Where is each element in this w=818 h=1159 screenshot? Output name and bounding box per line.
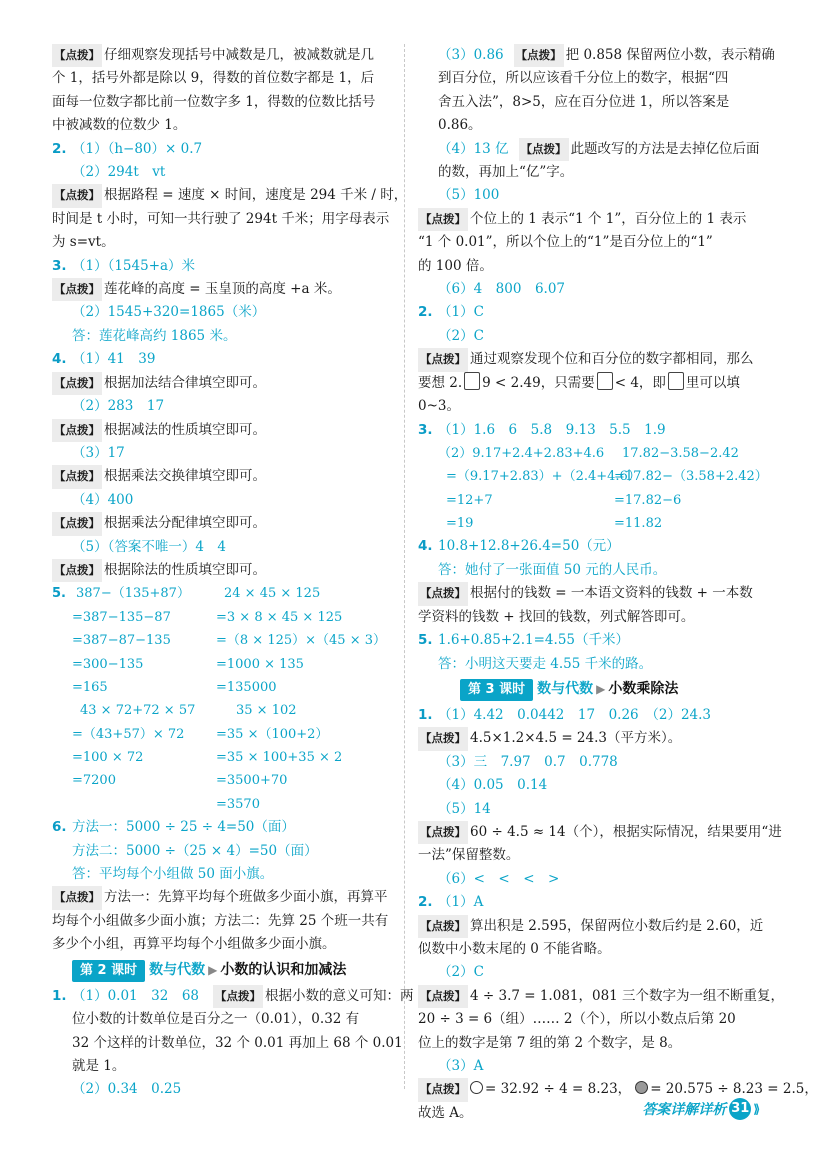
answer-text: （1）0.01 32 68 bbox=[72, 987, 200, 1004]
answer-text: （1）A bbox=[438, 894, 484, 911]
text-line: 舍五入法”，8>5，应在百分位进 1，所以答案是 bbox=[438, 93, 730, 110]
text-line bbox=[418, 44, 775, 67]
calc-step: 35 × 102 bbox=[236, 703, 297, 719]
text-line bbox=[418, 372, 756, 395]
circle-icon bbox=[470, 1081, 483, 1094]
hint-label: 【点拨】 bbox=[52, 465, 102, 488]
text-line bbox=[418, 821, 782, 844]
lesson-badge: 第 2 课时 bbox=[72, 960, 145, 982]
answer-text: （1）C bbox=[438, 304, 484, 321]
text-line: 到百分位，所以应该看千分位上的数字，根据“四 bbox=[438, 70, 729, 87]
hint-text: 仔细观察发现括号中减数是几，被减数就是几 bbox=[104, 47, 374, 63]
answer-text: （4）13 亿 bbox=[438, 140, 509, 157]
hint-label: 【点拨】 bbox=[418, 208, 468, 231]
calc-row bbox=[52, 723, 397, 746]
question-number: 1. bbox=[418, 706, 433, 723]
hint-label: 【点拨】 bbox=[519, 138, 569, 161]
text-line bbox=[418, 985, 785, 1008]
answer-text: 10.8+12.8+26.4=50（元） bbox=[438, 538, 620, 555]
answer-line: （2）1545+320=1865（米） bbox=[72, 304, 266, 321]
hint-text: 里可以填 bbox=[685, 374, 740, 391]
text-line: 个 1，括号外都是除以 9，得数的首位数字都是 1，后 bbox=[52, 70, 375, 87]
calc-row bbox=[418, 489, 756, 512]
calc-step: =135000 bbox=[216, 679, 277, 695]
text-line: 故选 A。 bbox=[418, 1104, 473, 1121]
calc-row bbox=[52, 793, 397, 816]
text-line: 的 100 倍。 bbox=[418, 257, 493, 274]
text-line bbox=[418, 915, 764, 938]
calc-step: =100 × 72 bbox=[72, 750, 144, 766]
answer-line: （6）4 800 6.07 bbox=[438, 281, 566, 298]
calc-row bbox=[52, 676, 397, 699]
hint-text: 方法一：先算平均每个班做多少面小旗，再算平 bbox=[104, 889, 388, 906]
text-line bbox=[418, 348, 756, 371]
hint-label: 【点拨】 bbox=[514, 44, 564, 67]
text-line bbox=[418, 208, 756, 231]
question-number: 2. bbox=[52, 140, 67, 157]
hint-label: 【点拨】 bbox=[52, 184, 102, 207]
hint-text: 根据付的钱数 = 一本语文资料的钱数 + 一本数 bbox=[470, 585, 753, 602]
text-line bbox=[52, 886, 397, 909]
answer-line: （5）100 bbox=[438, 187, 500, 204]
hint-text: 要想 2. bbox=[418, 374, 463, 391]
text-line bbox=[52, 512, 397, 535]
calc-step: =17.82−6 bbox=[614, 492, 682, 508]
text-line: 就是 1。 bbox=[72, 1057, 126, 1074]
answer-line: 答：莲花峰高约 1865 米。 bbox=[72, 327, 237, 344]
answer-line: （2）0.34 0.25 bbox=[72, 1081, 182, 1098]
answer-line: （5）（答案不唯一）4 4 bbox=[72, 538, 227, 555]
calc-step: =387−135−87 bbox=[72, 609, 171, 625]
calc-row bbox=[52, 582, 397, 605]
lesson-badge: 第 3 课时 bbox=[460, 679, 533, 701]
lesson-name: 小数乘除法 bbox=[608, 680, 679, 697]
lesson-heading bbox=[418, 678, 756, 702]
calc-step: 43 × 72+72 × 57 bbox=[80, 703, 196, 719]
hint-label: 【点拨】 bbox=[52, 559, 102, 582]
calc-row bbox=[418, 465, 768, 488]
hint-text: 60 ÷ 4.5 ≈ 14（个），根据实际情况，结果要用“进 bbox=[470, 823, 782, 840]
answer-line: 答：平均每个小组做 50 面小旗。 bbox=[72, 866, 274, 883]
calc-step: 17.82−3.58−2.42 bbox=[622, 445, 739, 461]
decorative-stripes-icon: ⟫ bbox=[753, 1102, 760, 1116]
answer-line bbox=[52, 816, 397, 839]
text-line: 的数，再加上“亿”字。 bbox=[438, 164, 574, 181]
question-number: 2. bbox=[418, 304, 433, 321]
text-line bbox=[52, 184, 408, 207]
calc-step: =3500+70 bbox=[216, 773, 288, 789]
answer-line bbox=[418, 629, 756, 652]
calc-step: =（43+57）× 72 bbox=[72, 726, 185, 742]
page-footer bbox=[642, 1098, 760, 1122]
answer-line: （3）三 7.97 0.7 0.778 bbox=[438, 753, 618, 770]
answer-text: 方法一：5000 ÷ 25 ÷ 4=50（面） bbox=[72, 819, 295, 836]
answer-text: 1.6+0.85+2.1=4.55（千米） bbox=[438, 632, 629, 649]
hint-label: 【点拨】 bbox=[52, 512, 102, 535]
text-line bbox=[52, 278, 397, 301]
lesson-name: 小数的认识和加减法 bbox=[220, 961, 347, 978]
text-line: 20 ÷ 3 = 6（组）…… 2（个），所以小数点后第 20 bbox=[418, 1011, 736, 1028]
hint-text: < 4，即 bbox=[614, 374, 666, 391]
answer-line bbox=[418, 419, 756, 442]
left-column bbox=[52, 44, 414, 1102]
text-line: 32 个这样的计数单位，32 个 0.01 再加上 68 个 0.01 bbox=[72, 1034, 403, 1051]
hint-text: = 32.92 ÷ 4 = 8.23， bbox=[485, 1081, 632, 1098]
answer-line: （4）400 bbox=[72, 491, 134, 508]
calc-row bbox=[52, 629, 397, 652]
arrow-icon: ▶ bbox=[208, 962, 218, 977]
calc-step: =3 × 8 × 45 × 125 bbox=[216, 609, 343, 625]
hint-text: 个位上的 1 表示“1 个 1”，百分位上的 1 表示 bbox=[470, 210, 747, 227]
answer-line: （3）A bbox=[438, 1058, 484, 1074]
text-line: 似数中小数末尾的 0 不能省略。 bbox=[418, 940, 611, 957]
answer-line: （2）294t vt bbox=[72, 164, 166, 181]
text-line: 均每个小组做多少面小旗；方法二：先算 25 个班一共有 bbox=[52, 912, 389, 929]
hint-text: 根据减法的性质填空即可。 bbox=[104, 421, 266, 438]
calc-step: =12+7 bbox=[446, 492, 493, 508]
question-number: 5. bbox=[52, 586, 66, 602]
filled-circle-icon bbox=[635, 1081, 648, 1094]
answer-line bbox=[418, 704, 756, 727]
text-line: 位上的数字是第 7 组的第 2 个数字，是 8。 bbox=[418, 1034, 682, 1051]
text-line: 多少个小组，再算平均每个小组做多少面小旗。 bbox=[52, 936, 336, 953]
calc-step: =（8 × 125）×（45 × 3） bbox=[216, 633, 386, 649]
calc-step: 387−（135+87） bbox=[76, 586, 190, 602]
hint-text: 此题改写的方法是去掉亿位后面 bbox=[570, 140, 760, 157]
calc-step: =35 ×（100+2） bbox=[216, 726, 329, 742]
right-column bbox=[418, 44, 818, 1125]
text-line: 0~3。 bbox=[418, 398, 460, 415]
answer-line bbox=[418, 891, 756, 914]
calc-step: =165 bbox=[72, 679, 108, 695]
calc-step: =3570 bbox=[216, 796, 260, 812]
text-line: 面每一位数字都比前一位数字多 1，得数的位数比括号 bbox=[52, 93, 376, 110]
hint-text: 根据路程 = 速度 × 时间，速度是 294 千米 / 时， bbox=[104, 187, 408, 204]
text-line: 位小数的计数单位是百分之一（0.01），0.32 有 bbox=[72, 1011, 360, 1028]
hint-label: 【点拨】 bbox=[52, 278, 102, 301]
answer-line: 方法二：5000 ÷（25 × 4）=50（面） bbox=[72, 842, 318, 859]
hint-text: 莲花峰的高度 = 玉皇顶的高度 +a 米。 bbox=[104, 281, 341, 298]
question-number: 1. bbox=[52, 987, 67, 1004]
question-number: 2. bbox=[418, 894, 433, 911]
answer-line: （2）C bbox=[438, 327, 484, 344]
calc-step: =（9.17+2.83）+（2.4+4.6） bbox=[446, 469, 641, 485]
lesson-topic: 数与代数 bbox=[537, 680, 594, 697]
text-line: 0.86。 bbox=[438, 117, 482, 134]
calc-row bbox=[418, 512, 756, 535]
hint-label: 【点拨】 bbox=[418, 348, 468, 371]
answer-line: 答：小明这天要走 4.55 千米的路。 bbox=[438, 655, 653, 672]
answer-text: （1）（1545+a）米 bbox=[72, 257, 196, 274]
answer-text: （1）1.6 6 5.8 9.13 5.5 1.9 bbox=[438, 421, 666, 438]
hint-label: 【点拨】 bbox=[418, 821, 468, 844]
calc-step: =19 bbox=[446, 516, 474, 532]
blank-box-icon bbox=[668, 372, 684, 390]
calc-step: =11.82 bbox=[614, 516, 663, 532]
hint-label: 【点拨】 bbox=[418, 582, 468, 605]
blank-box-icon bbox=[464, 372, 480, 390]
answer-text: （3）0.86 bbox=[438, 47, 504, 63]
arrow-icon: ▶ bbox=[596, 681, 606, 696]
hint-label: 【点拨】 bbox=[52, 419, 102, 442]
calc-step: =300−135 bbox=[72, 656, 144, 672]
text-line bbox=[52, 419, 397, 442]
calc-row bbox=[52, 769, 397, 792]
calc-step: =1000 × 135 bbox=[216, 656, 304, 672]
text-line bbox=[52, 559, 397, 582]
hint-text: 算出积是 2.595，保留两位小数后约是 2.60，近 bbox=[470, 917, 764, 934]
text-line bbox=[52, 465, 397, 488]
question-number: 3. bbox=[52, 257, 67, 274]
answer-text: （1）（h−80）× 0.7 bbox=[72, 140, 203, 157]
calc-row bbox=[52, 699, 397, 722]
question-number: 6. bbox=[52, 819, 67, 836]
text-line: 学资料的钱数 + 找回的钱数，列式解答即可。 bbox=[418, 608, 695, 625]
calc-row bbox=[52, 606, 397, 629]
hint-text: 根据除法的性质填空即可。 bbox=[104, 561, 266, 578]
text-line bbox=[418, 727, 756, 750]
hint-text: 9 < 2.49，只需要 bbox=[482, 374, 595, 391]
text-line bbox=[418, 138, 760, 161]
answer-line: （3）17 bbox=[72, 444, 125, 461]
answer-line: （6）< < < > bbox=[438, 870, 560, 887]
question-number: 3. bbox=[418, 421, 433, 438]
calc-row bbox=[418, 442, 756, 465]
hint-text: 根据小数的意义可知：两 bbox=[265, 987, 414, 1004]
answer-text: （1）4.42 0.0442 17 0.26 （2）24.3 bbox=[438, 706, 712, 723]
answer-text: （1）41 39 bbox=[72, 351, 156, 368]
calc-row bbox=[52, 653, 397, 676]
hint-label: 【点拨】 bbox=[418, 1078, 468, 1101]
answer-line bbox=[52, 255, 397, 278]
hint-text: 根据加法结合律填空即可。 bbox=[104, 374, 266, 391]
text-line: 时间是 t 小时，可知一共行驶了 294t 千米；用字母表示 bbox=[52, 210, 390, 227]
text-line: 中被减数的位数少 1。 bbox=[52, 117, 187, 134]
answer-line bbox=[418, 535, 756, 558]
calc-step: =35 × 100+35 × 2 bbox=[216, 750, 343, 766]
hint-text: 把 0.858 保留两位小数，表示精确 bbox=[565, 47, 775, 63]
text-line: 为 s=vt。 bbox=[52, 234, 115, 251]
question-number: 5. bbox=[418, 632, 433, 649]
lesson-topic: 数与代数 bbox=[149, 961, 206, 978]
hint-text: 根据乘法交换律填空即可。 bbox=[104, 468, 266, 485]
hint-text: 根据乘法分配律填空即可。 bbox=[104, 515, 266, 532]
hint-text: = 20.575 ÷ 8.23 = 2.5， bbox=[650, 1081, 818, 1098]
hint-label: 【点拨】 bbox=[213, 985, 263, 1008]
calc-step: （2）9.17+2.4+2.83+4.6 bbox=[438, 445, 605, 461]
hint-text: 4 ÷ 3.7 = 1.081，081 三个数字为一组不断重复， bbox=[470, 987, 785, 1004]
hint-label: 【点拨】 bbox=[418, 985, 468, 1008]
hint-label: 【点拨】 bbox=[52, 372, 102, 395]
hint-label: 【点拨】 bbox=[418, 915, 468, 938]
answer-line bbox=[52, 348, 397, 371]
question-number: 4. bbox=[418, 538, 433, 555]
answer-line: （2）C bbox=[438, 964, 484, 981]
hint-label: 【点拨】 bbox=[52, 44, 102, 67]
hint-label: 【点拨】 bbox=[52, 886, 102, 909]
answer-line: （5）14 bbox=[438, 800, 491, 817]
answer-line bbox=[52, 138, 397, 161]
hint-text: 通过观察发现个位和百分位的数字都相同，那么 bbox=[470, 351, 754, 368]
text-line bbox=[52, 44, 397, 67]
answer-line: （2）283 17 bbox=[72, 398, 165, 415]
calc-step: =7200 bbox=[72, 773, 116, 789]
question-number: 4. bbox=[52, 351, 67, 368]
text-line: 一法”保留整数。 bbox=[418, 847, 520, 864]
answer-line: （4）0.05 0.14 bbox=[438, 777, 548, 794]
answer-line bbox=[52, 985, 414, 1008]
answer-line bbox=[418, 301, 756, 324]
text-line bbox=[52, 372, 397, 395]
hint-text: 4.5×1.2×4.5 = 24.3（平方米）。 bbox=[470, 730, 682, 747]
calc-step: =387−87−135 bbox=[72, 633, 171, 649]
lesson-heading bbox=[52, 959, 397, 983]
calc-step: 24 × 45 × 125 bbox=[224, 586, 321, 602]
calc-row bbox=[52, 746, 397, 769]
footer-label: 答案详解详析 bbox=[642, 1102, 727, 1118]
answer-line: 答：她付了一张面值 50 元的人民币。 bbox=[438, 561, 667, 578]
hint-label: 【点拨】 bbox=[418, 727, 468, 750]
text-line bbox=[418, 582, 756, 605]
page-number: 31 bbox=[729, 1098, 751, 1120]
blank-box-icon bbox=[597, 372, 613, 390]
text-line: “1 个 0.01”，所以个位上的“1”是百分位上的“1” bbox=[418, 234, 713, 251]
calc-step: =17.82−（3.58+2.42） bbox=[614, 469, 768, 485]
